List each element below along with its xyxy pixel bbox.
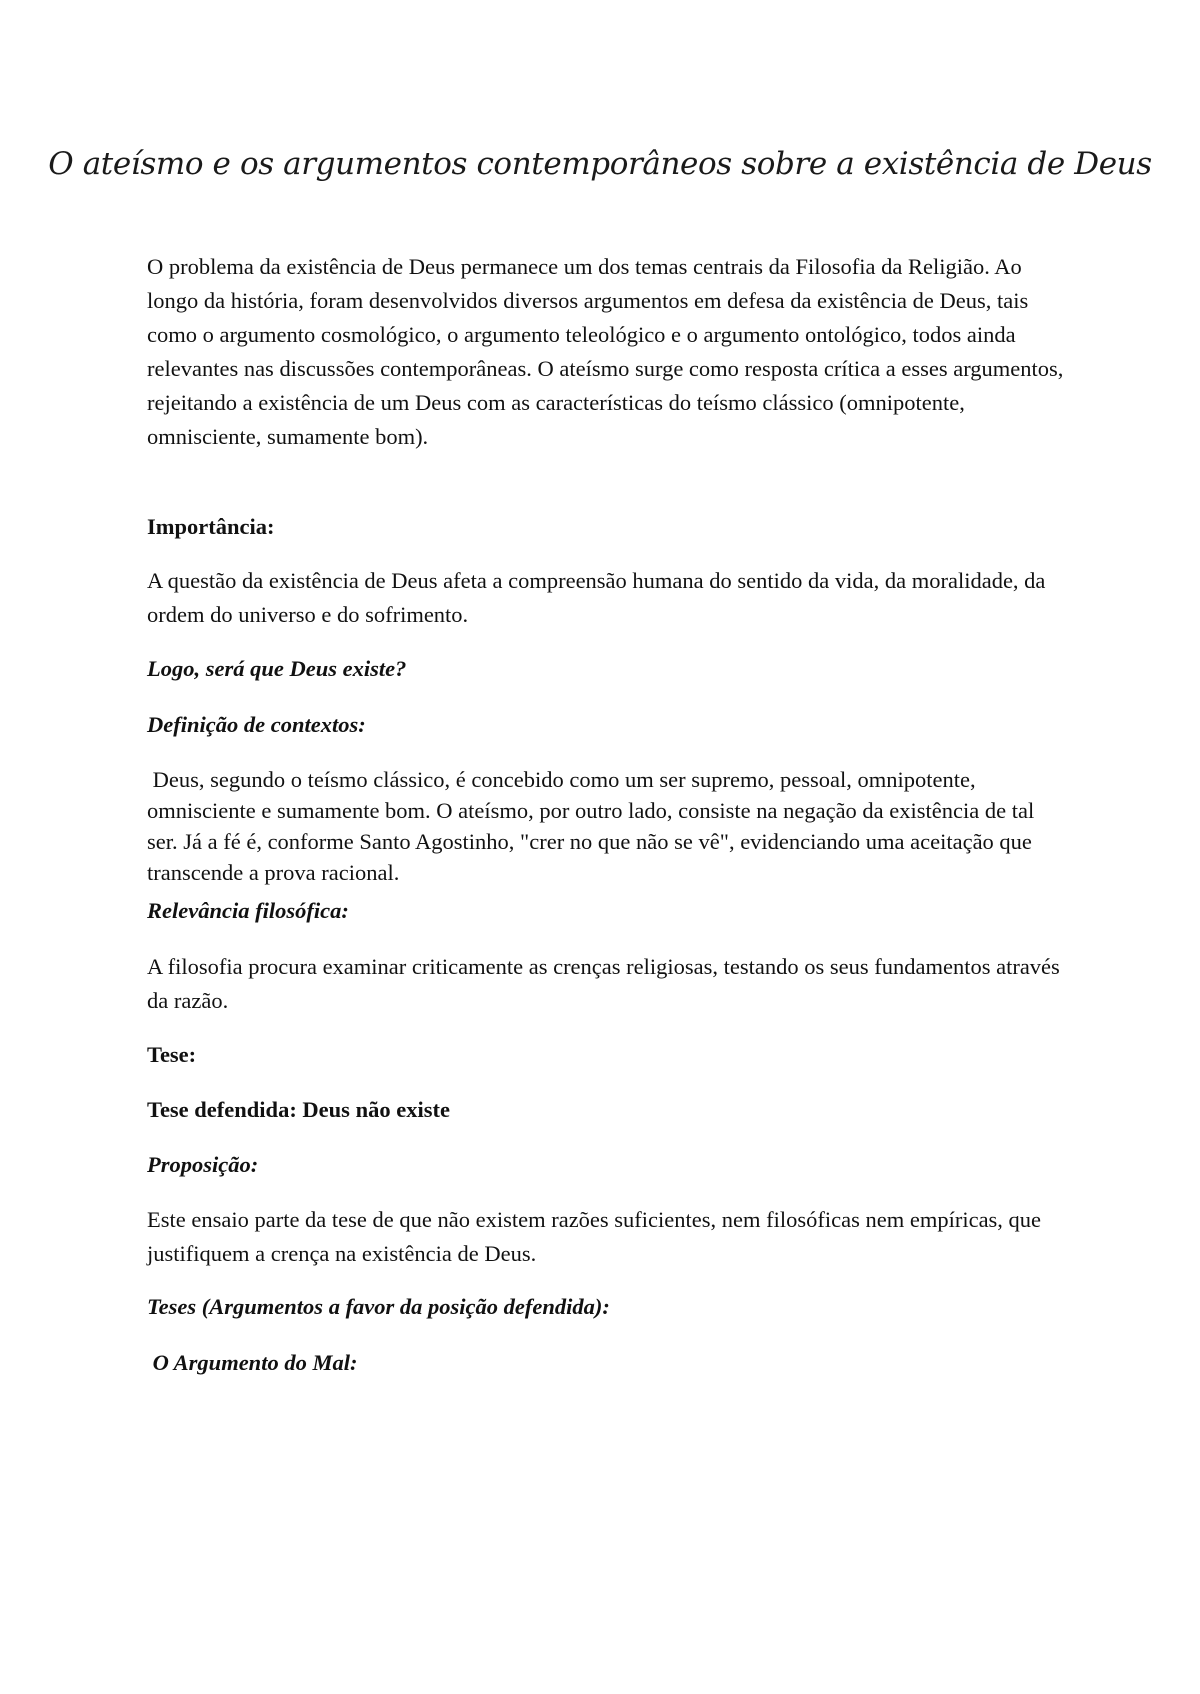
intro-paragraph: O problema da existência de Deus permanece um dos temas centrais da Filosofia da Religião. Ao longo da história, foram desenvolvidos diversos argumentos em defesa da existência de Deus, tais como o argumento cosmológico, o argumento teleológico e o argumento ontológico, todos ainda relevantes nas discussões contemporâneas. O ateísmo surge como resposta crítica a esses argumentos, rejeitando a existência de um Deus com as características do teísmo clássico (omnipotente, omnisciente, sumamente bom).	[147, 254, 1064, 449]
question-heading: Logo, será que Deus existe?	[147, 656, 407, 681]
importancia-heading: Importância:	[147, 514, 275, 539]
proposicao-heading: Proposição:	[147, 1152, 259, 1177]
tese-heading: Tese:	[147, 1042, 197, 1067]
tese-defendida: Tese defendida: Deus não existe	[147, 1097, 450, 1122]
contextos-heading: Definição de contextos:	[147, 712, 366, 737]
contextos-paragraph: Deus, segundo o teísmo clássico, é concebido como um ser supremo, pessoal, omnipotente, omnisciente e sumamente bom. O ateísmo, por outro lado, consiste na negação da existência de tal ser. Já a fé é, conforme Santo Agostinho, "crer no que não se vê", evidenciando uma aceitação que transcende a prova racional.	[147, 767, 1040, 885]
importancia-paragraph: A questão da existência de Deus afeta a compreensão humana do sentido da vida, da moralidade, da ordem do universo e do sofrimento.	[147, 568, 1046, 627]
relevancia-paragraph: A filosofia procura examinar criticamente as crenças religiosas, testando os seus fundamentos através da razão.	[147, 954, 1060, 1013]
relevancia-heading: Relevância filosófica:	[147, 898, 349, 923]
teses-heading: Teses (Argumentos a favor da posição defendida):	[147, 1294, 610, 1319]
proposicao-paragraph: Este ensaio parte da tese de que não existem razões suficientes, nem filosóficas nem empíricas, que justifiquem a crença na existência de Deus.	[147, 1207, 1042, 1266]
document-title: O ateísmo e os argumentos contemporâneos sobre a existência de Deus	[48, 146, 1152, 182]
argumento-mal-heading: O Argumento do Mal:	[147, 1350, 358, 1375]
